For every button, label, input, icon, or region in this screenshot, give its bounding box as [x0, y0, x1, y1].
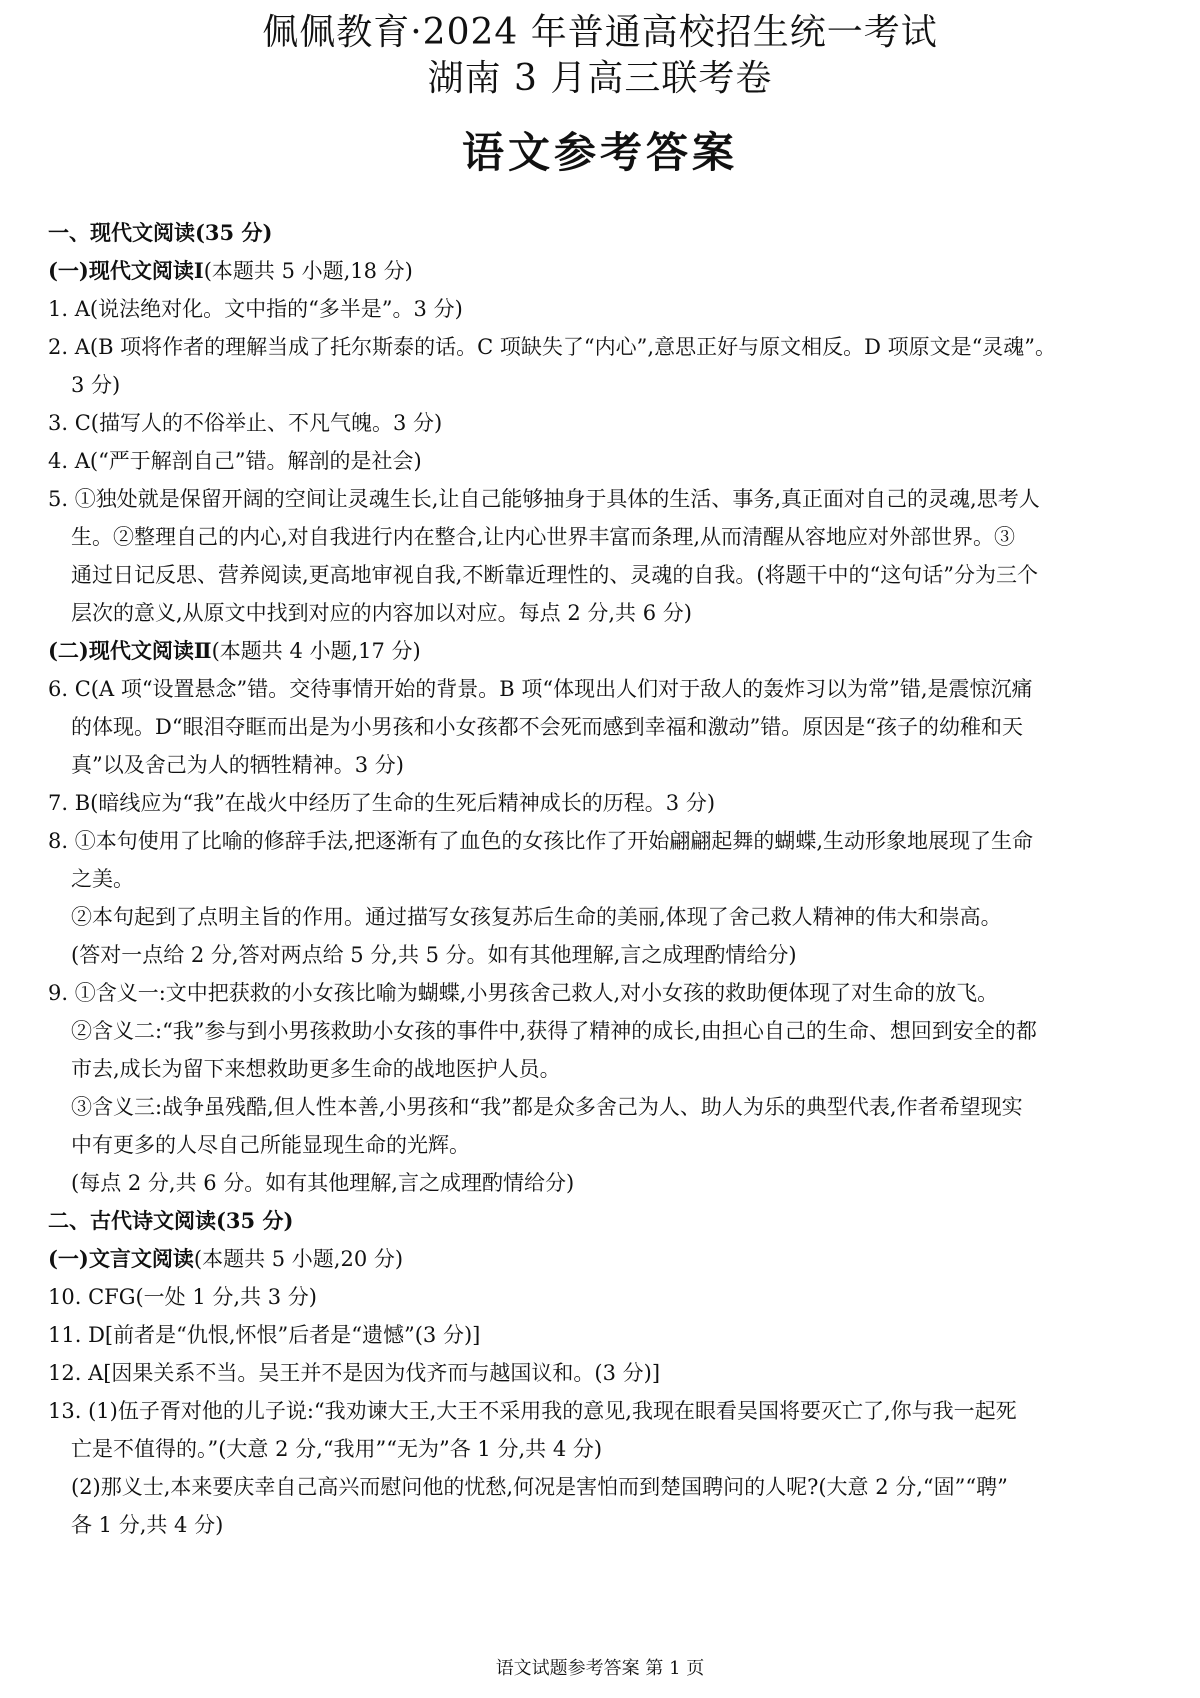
answer-line: 2. A(B 项将作者的理解当成了托尔斯泰的话。C 项缺失了“内心”,意思正好与原文相反。D 项原文是“灵魂”。 — [48, 335, 1057, 359]
answer-line: 12. A[因果关系不当。吴王并不是因为伐齐而与越国议和。(3 分)] — [48, 1361, 661, 1385]
answer-line: 各 1 分,共 4 分) — [71, 1513, 224, 1537]
subsection-note: (本题共 4 小题,17 分) — [211, 639, 421, 663]
answer-line: 5. ①独处就是保留开阔的空间让灵魂生长,让自己能够抽身于具体的生活、事务,真正面对自己的灵魂,思考人 — [48, 487, 1040, 511]
section-heading: 一、现代文阅读(35 分) — [48, 220, 273, 245]
answer-line: 6. C(A 项“设置悬念”错。交待事情开始的背景。B 项“体现出人们对于敌人的轰炸习以为常”错,是震惊沉痛 — [48, 677, 1033, 701]
section-heading: 二、古代诗文阅读(35 分) — [48, 1208, 294, 1233]
answer-line: 13. (1)伍子胥对他的儿子说:“我劝谏大王,大王不采用我的意见,我现在眼看吴国将要灭亡了,你与我一起死 — [48, 1399, 1017, 1423]
answer-line: 生。②整理自己的内心,对自我进行内在整合,让内心世界丰富而条理,从而清醒从容地应对外部世界。③ — [71, 525, 1016, 549]
exam-header-line-2: 湖南 3 月高三联考卷 — [427, 58, 773, 99]
answer-line: 通过日记反思、营养阅读,更高地审视自我,不断靠近理性的、灵魂的自我。(将题干中的“这句话”分为三个 — [71, 563, 1039, 587]
subsection-heading — [48, 632, 1160, 670]
page-footer: 语文试题参考答案 第 1 页 — [495, 1658, 705, 1679]
answer-line: 真”以及舍己为人的牺牲精神。3 分) — [71, 753, 404, 777]
answer-line: 11. D[前者是“仇恨,怀恨”后者是“遗憾”(3 分)] — [48, 1323, 481, 1347]
answer-line: 亡是不值得的。”(大意 2 分,“我用”“无为”各 1 分,共 4 分) — [71, 1437, 603, 1461]
subsection-heading — [48, 252, 1160, 290]
answer-line: (2)那义士,本来要庆幸自己高兴而慰问他的忧愁,何况是害怕而到楚国聘问的人呢?(大意 2 分,“固”“聘” — [71, 1475, 1008, 1499]
answer-line: 市去,成长为留下来想救助更多生命的战地医护人员。 — [71, 1057, 561, 1081]
answer-line: 3. C(描写人的不俗举止、不凡气魄。3 分) — [48, 411, 443, 435]
subsection-note: (本题共 5 小题,18 分) — [203, 259, 413, 283]
subsection-title: (一)现代文阅读Ⅰ — [48, 258, 204, 283]
subsection-title: (一)文言文阅读 — [48, 1246, 194, 1271]
answer-line: 4. A(“严于解剖自己”错。解剖的是社会) — [48, 449, 422, 473]
answer-line: 8. ①本句使用了比喻的修辞手法,把逐渐有了血色的女孩比作了开始翩翩起舞的蝴蝶,生动形象地展现了生命 — [48, 829, 1034, 853]
answer-line: (答对一点给 2 分,答对两点给 5 分,共 5 分。如有其他理解,言之成理酌情给分) — [71, 943, 797, 967]
answer-line: 10. CFG(一处 1 分,共 3 分) — [48, 1285, 317, 1309]
answer-line: ③含义三:战争虽残酷,但人性本善,小男孩和“我”都是众多舍己为人、助人为乐的典型代表,作者希望现实 — [71, 1095, 1023, 1119]
page-title: 语文参考答案 — [461, 128, 738, 177]
exam-header-line-1: 佩佩教育·2024 年普通高校招生统一考试 — [262, 12, 938, 53]
subsection-note: (本题共 5 小题,20 分) — [193, 1247, 404, 1271]
answer-line: 中有更多的人尽自己所能显现生命的光辉。 — [71, 1133, 470, 1157]
answer-line: 9. ①含义一:文中把获救的小女孩比喻为蝴蝶,小男孩舍己救人,对小女孩的救助便体现了对生命的放飞。 — [48, 981, 999, 1005]
answer-line: 3 分) — [71, 373, 121, 397]
subsection-heading — [48, 1240, 1160, 1278]
answer-line: 之美。 — [71, 867, 134, 891]
answer-line: 的体现。D“眼泪夺眶而出是为小男孩和小女孩都不会死而感到幸福和激动”错。原因是“孩子的幼稚和天 — [71, 715, 1024, 739]
answer-line: (每点 2 分,共 6 分。如有其他理解,言之成理酌情给分) — [71, 1171, 575, 1195]
answer-content — [48, 214, 1160, 1544]
answer-line: ②含义二:“我”参与到小男孩救助小女孩的事件中,获得了精神的成长,由担心自己的生命、想回到安全的都 — [71, 1019, 1037, 1043]
subsection-title: (二)现代文阅读Ⅱ — [48, 638, 212, 663]
answer-line: 层次的意义,从原文中找到对应的内容加以对应。每点 2 分,共 6 分) — [71, 601, 692, 625]
answer-line: 1. A(说法绝对化。文中指的“多半是”。3 分) — [48, 297, 463, 321]
answer-line: ②本句起到了点明主旨的作用。通过描写女孩复苏后生命的美丽,体现了舍己救人精神的伟大和崇高。 — [71, 905, 1002, 929]
answer-line: 7. B(暗线应为“我”在战火中经历了生命的生死后精神成长的历程。3 分) — [48, 791, 716, 815]
